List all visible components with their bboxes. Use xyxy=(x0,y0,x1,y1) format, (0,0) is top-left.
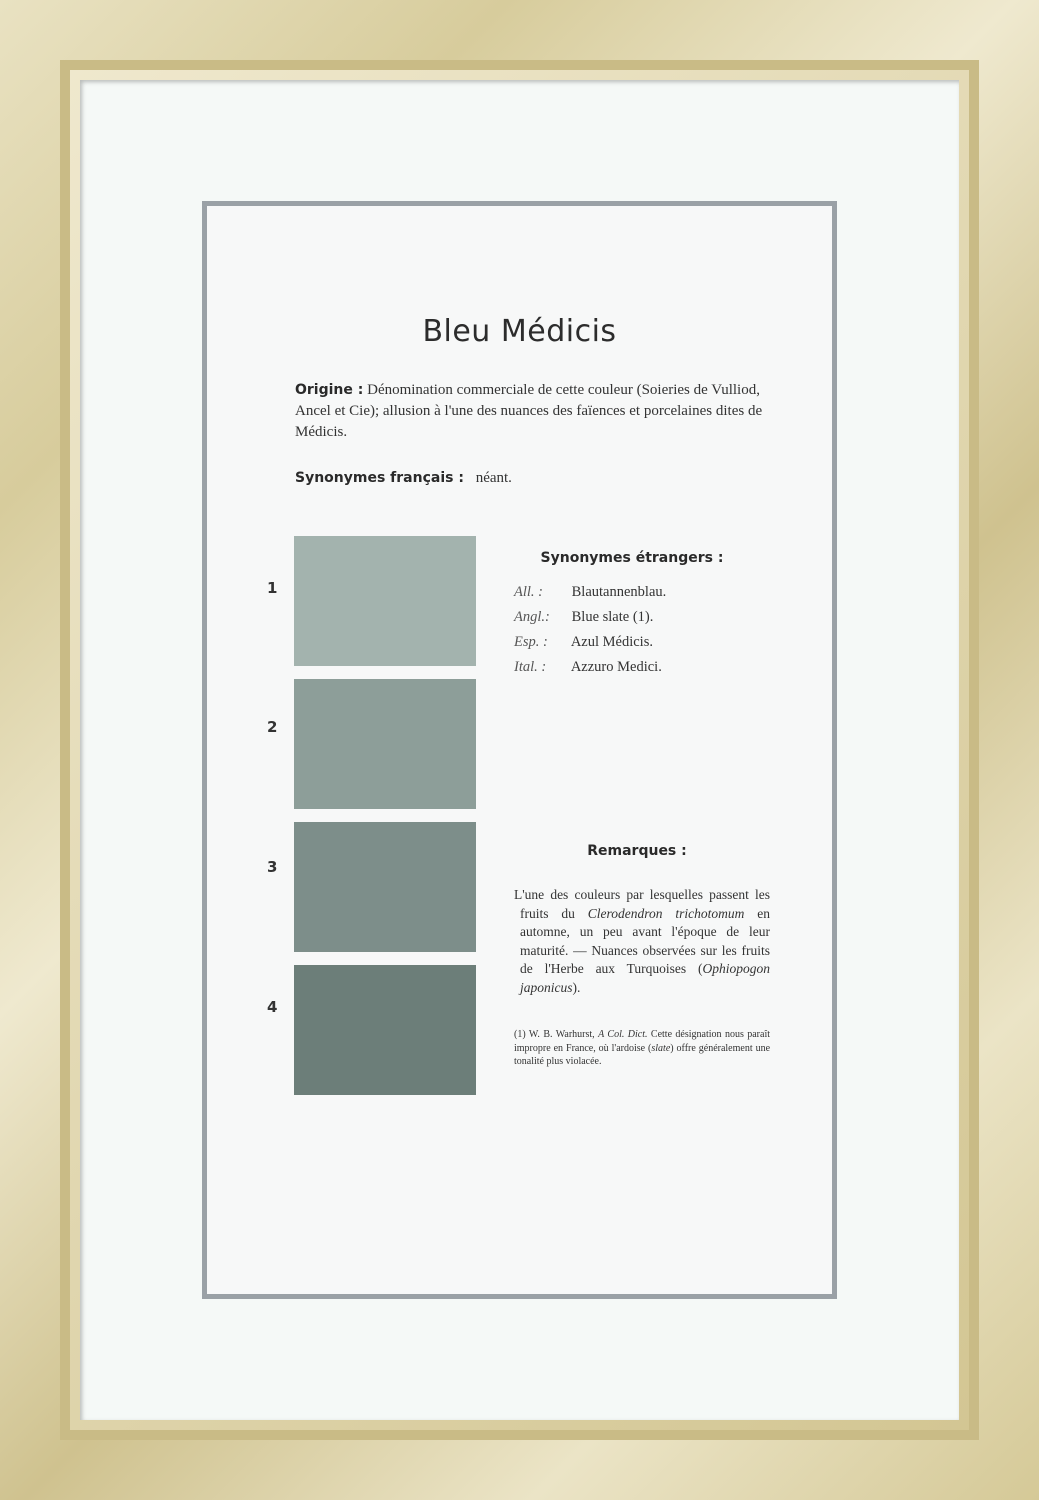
synonym-value: Blue slate (1). xyxy=(571,609,654,625)
footnote-term: slate xyxy=(651,1042,671,1054)
footnote xyxy=(514,1028,770,1069)
footnote-source-title: A Col. Dict. xyxy=(598,1029,648,1040)
footnote-text: ) offre généralement une tonalité plus violacée. xyxy=(514,1042,771,1067)
plant-name: Ophiopogon japonicus xyxy=(520,961,770,995)
remarks-text: L'une des couleurs par lesquelles passent les fruits du xyxy=(514,887,770,921)
foreign-synonyms-list xyxy=(514,584,774,684)
origin-label: Origine : xyxy=(295,382,364,398)
origin-text: Dénomination commerciale de cette couleur (Soieries de Vulliod, Ancel et Cie); allusion à l'une des nuances des faïences et porcelaines dites de Médicis. xyxy=(295,382,763,440)
footnote-text: Cette désignation nous paraît impropre en France, où l'ardoise ( xyxy=(514,1029,771,1054)
foreign-synonyms-title: Synonymes étrangers : xyxy=(540,550,724,566)
remarks-body xyxy=(514,886,770,997)
language-abbr: Angl.: xyxy=(514,609,550,625)
swatch-number: 3 xyxy=(267,858,278,876)
plant-name: Clerodendron trichotomum xyxy=(587,905,745,921)
list-item xyxy=(514,659,774,684)
synonym-value: Blautannenblau. xyxy=(571,584,667,600)
list-item xyxy=(514,609,774,634)
remarks-text: ). xyxy=(572,979,581,995)
remarks-text: en automne, un peu avant l'époque de leur maturité. — Nuances observées sur les fruits de l'Herbe aux Turquoises ( xyxy=(520,905,770,976)
list-item xyxy=(514,634,774,659)
swatch-number: 2 xyxy=(267,718,278,736)
color-swatch xyxy=(294,679,476,809)
color-swatch xyxy=(294,536,476,666)
french-synonyms xyxy=(295,470,745,487)
origin-section xyxy=(295,380,785,443)
footnote-author: W. B. Warhurst, xyxy=(528,1029,595,1040)
footnote-marker: (1) xyxy=(514,1029,526,1040)
color-swatch xyxy=(294,965,476,1095)
language-abbr: Esp. : xyxy=(514,634,548,650)
french-synonyms-label: Synonymes français : xyxy=(295,470,464,486)
color-plate xyxy=(207,206,832,1294)
french-synonyms-value: néant. xyxy=(475,470,512,486)
synonym-value: Azul Médicis. xyxy=(570,634,653,650)
page-title: Bleu Médicis xyxy=(422,314,617,349)
swatch-number: 4 xyxy=(267,998,278,1016)
color-swatch xyxy=(294,822,476,952)
synonym-value: Azzuro Medici. xyxy=(570,659,662,675)
list-item xyxy=(514,584,774,609)
swatch-number: 1 xyxy=(267,579,278,597)
language-abbr: Ital. : xyxy=(514,659,547,675)
language-abbr: All. : xyxy=(514,584,543,600)
remarks-title: Remarques : xyxy=(587,843,687,859)
